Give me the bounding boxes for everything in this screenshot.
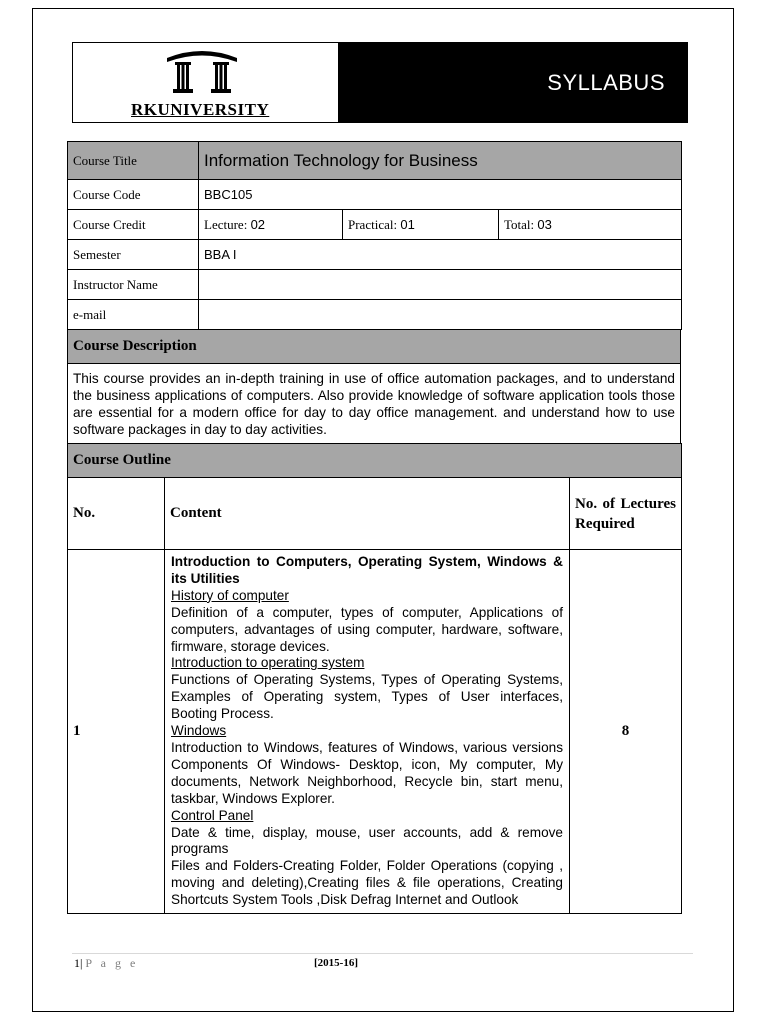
course-title-value: Information Technology for Business xyxy=(199,142,682,180)
row-lectures: 8 xyxy=(570,550,682,914)
col-no-header: No. xyxy=(68,478,165,550)
text-files-folders: Files and Folders-Creating Folder, Folder Operations (copying , moving and deleting),Creating files & file operations, Creating Shortcuts System Tools ,Disk Defrag Internet and Outlook xyxy=(171,858,563,908)
instructor-value xyxy=(199,270,682,300)
lecture-cell: Lecture: 02 xyxy=(199,210,343,240)
subheading-control-panel: Control Panel xyxy=(171,807,254,823)
course-outline-heading: Course Outline xyxy=(68,444,682,478)
text-control-panel: Date & time, display, mouse, user accounts, add & remove programs xyxy=(171,824,563,857)
text-os: Functions of Operating Systems, Types of Operating Systems, Examples of Operating system, Types of User interfaces, Booting Process. xyxy=(171,672,563,722)
text-windows: Introduction to Windows, features of Windows, various versions Components Of Windows- Desktop, icon, My computer, My documents, Network Neighborhood, Recycle bin, start menu, taskbar, Windows Explorer. xyxy=(171,739,563,806)
syllabus-header xyxy=(72,42,688,123)
col-lectures-header: No. of Lectures Required xyxy=(570,478,682,550)
instructor-label: Instructor Name xyxy=(68,270,199,300)
email-label: e-mail xyxy=(68,300,199,330)
course-credit-label: Course Credit xyxy=(68,210,199,240)
subheading-windows: Windows xyxy=(171,723,227,739)
course-outline-table xyxy=(67,443,682,914)
footer-divider xyxy=(72,953,693,954)
footer-page-number: 1| P a g e xyxy=(74,956,139,970)
pillars-logo-icon xyxy=(165,48,239,98)
row-number: 1 xyxy=(68,550,165,914)
practical-label: Practical xyxy=(348,216,394,232)
page-number: 1 xyxy=(74,956,80,970)
course-description-text: This course provides an in-depth training in use of office automation packages, and to understand the business applications of computers. Also provide knowledge of software application tools those are essential for a modern office for day to day office management. and understand how to use software packages in day to day activities. xyxy=(68,364,681,445)
course-code-value: BBC105 xyxy=(199,180,682,210)
row-content xyxy=(165,550,570,914)
course-code-label: Course Code xyxy=(68,180,199,210)
page-label: P a g e xyxy=(85,956,139,970)
semester-label: Semester xyxy=(68,240,199,270)
total-cell: Total: 03 xyxy=(499,210,682,240)
email-value xyxy=(199,300,682,330)
total-label: Total xyxy=(504,216,531,232)
lecture-label: Lecture xyxy=(204,216,244,232)
course-description-heading: Course Description xyxy=(68,330,681,364)
course-title-label: Course Title xyxy=(68,142,199,180)
table-row xyxy=(68,550,682,914)
text-history: Definition of a computer, types of computer, Applications of computers, advantages of using computer, hardware, software, firmware, storage devices. xyxy=(171,604,563,654)
course-description-table xyxy=(67,329,681,445)
subheading-history: History of computer xyxy=(171,587,289,603)
lecture-value: 02 xyxy=(250,216,266,232)
practical-cell: Practical: 01 xyxy=(343,210,499,240)
course-info-table xyxy=(67,141,682,330)
practical-value: 01 xyxy=(400,216,415,232)
syllabus-title: SYLLABUS xyxy=(338,43,687,122)
unit-title: Introduction to Computers, Operating System, Windows & its Utilities xyxy=(171,554,563,586)
semester-value: BBA I xyxy=(199,240,682,270)
university-logo xyxy=(73,43,338,122)
col-content-header: Content xyxy=(165,478,570,550)
subheading-os: Introduction to operating system xyxy=(171,655,365,671)
logo-text: RKUNIVERSITY xyxy=(131,100,270,119)
total-value: 03 xyxy=(537,216,552,232)
footer-year: [2015-16] xyxy=(314,957,358,969)
